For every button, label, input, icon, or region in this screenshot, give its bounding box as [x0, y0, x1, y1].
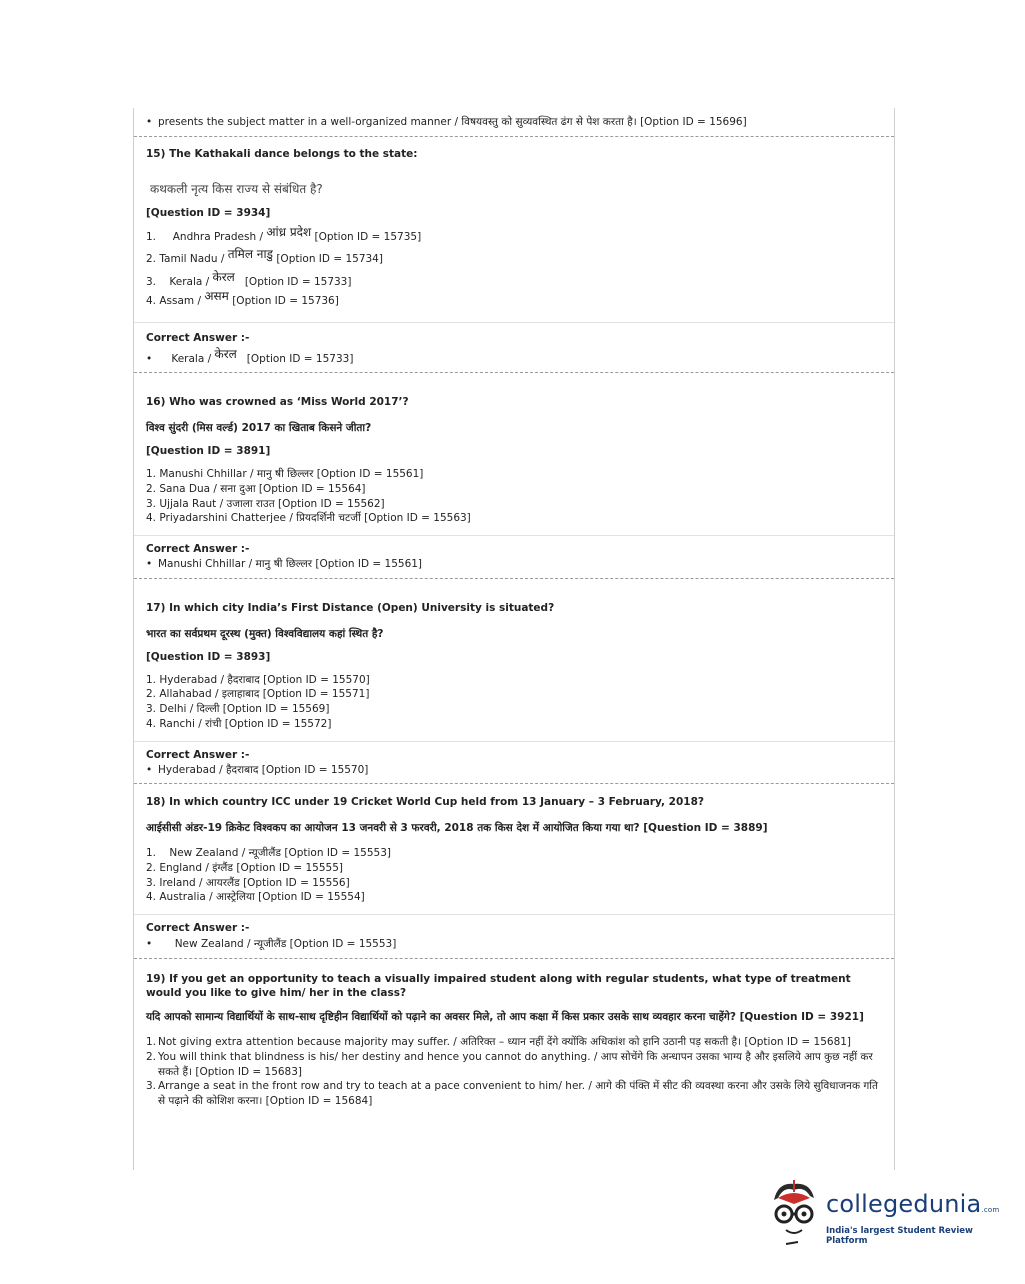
- correct-answer-label: Correct Answer :-: [146, 543, 250, 556]
- correct-answer-value: • Manushi Chhillar / मानु षी छिल्लर [Option ID = 15561]: [146, 558, 423, 571]
- divider: [134, 322, 894, 323]
- correct-answer-label: Correct Answer :-: [146, 748, 250, 761]
- question-hindi: आईसीसी अंडर-19 क्रिकेट विश्वकप का आयोजन 13 जनवरी से 3 फरवरी, 2018 तक किस देश में आयोजित किया गया था? [Question ID = 3889]: [146, 822, 768, 835]
- question-title: 19) If you get an opportunity to teach a visually impaired student along with regular students, what type of treatment would you like to give him/ her in the class?: [146, 972, 851, 1000]
- logo-wordmark: collegedunia.com: [826, 1190, 1000, 1218]
- correct-answer-17: [134, 749, 894, 778]
- question-hindi: भारत का सर्वप्रथम दूरस्थ (मुक्त) विश्वविद्यालय कहां स्थित है?: [146, 627, 384, 640]
- correct-answer-label: Correct Answer :-: [146, 331, 250, 344]
- option-row: 2. Tamil Nadu / तमिल नाडु [Option ID = 15734]: [146, 247, 383, 266]
- divider: [134, 914, 894, 915]
- question-title: 15) The Kathakali dance belongs to the state:: [146, 147, 418, 160]
- divider: [134, 958, 894, 959]
- option-row: 2. England / इंग्लैंड [Option ID = 15555]: [146, 861, 344, 874]
- question-hindi: कथकली नृत्य किस राज्य से संबंधित है?: [150, 181, 323, 196]
- option-row: 3. Ujjala Raut / उजाला राउत [Option ID = 15562]: [146, 497, 385, 510]
- divider: [134, 535, 894, 536]
- question-17: [134, 602, 894, 732]
- question-id: [Question ID = 3893]: [146, 650, 271, 663]
- divider: [134, 741, 894, 742]
- question-title: 16) Who was crowned as ‘Miss World 2017’?: [146, 396, 409, 409]
- correct-answer-16: [134, 543, 894, 572]
- option-row: 1. Not giving extra attention because majority may suffer. / अतिरिक्त – ध्यान नहीं देंगे क्योंकि अधिकांश को हानि उठानी पड़ सकती है। [Option ID = 15681]: [146, 1036, 852, 1049]
- divider: [134, 578, 894, 579]
- divider: [134, 136, 894, 137]
- option-row: 1. Hyderabad / हैदराबाद [Option ID = 15570]: [146, 673, 370, 686]
- option-row: 3. Kerala / केरल [Option ID = 15733]: [146, 270, 352, 289]
- option-row: 1. Manushi Chhillar / मानु षी छिल्लर [Option ID = 15561]: [146, 468, 424, 481]
- question-id: [Question ID = 3891]: [146, 445, 271, 458]
- previous-option: • presents the subject matter in a well-organized manner / विषयवस्तु को सुव्यवस्थित ढंग से पेश करता है। [Option ID = 15696]: [146, 116, 747, 128]
- question-title: 18) In which country ICC under 19 Cricket World Cup held from 13 January – 3 February, 2018?: [146, 796, 704, 809]
- question-id: [Question ID = 3934]: [146, 206, 271, 219]
- divider: [134, 372, 894, 373]
- option-row: 4. Assam / असम [Option ID = 15736]: [146, 288, 339, 307]
- correct-answer-18: [134, 922, 894, 952]
- correct-answer-label: Correct Answer :-: [146, 922, 250, 935]
- correct-answer-15: [134, 332, 894, 367]
- question-16: [134, 396, 894, 526]
- option-row: 2. You will think that blindness is his/ her destiny and hence you cannot do anything. / आप सोचेंगे कि अन्धापन उसका भाग्य है और इसलिये आप कुछ नहीं कर सकते हैं। [Option ID = 15683]: [146, 1050, 873, 1078]
- option-row: 3. Delhi / दिल्ली [Option ID = 15569]: [146, 703, 330, 716]
- option-row: 3. Arrange a seat in the front row and try to teach at a pace convenient to him/ her. / आगे की पंक्ति में सीट की व्यवस्था करना और उसके लिये सुविधाजनक गति से पढ़ाने की कोशिश करना। [Option ID = 15684]: [146, 1080, 878, 1107]
- exam-page: [133, 108, 895, 1170]
- option-row: 4. Australia / आस्ट्रेलिया [Option ID = 15554]: [146, 891, 365, 904]
- option-row: 2. Allahabad / इलाहाबाद [Option ID = 15571]: [146, 688, 370, 701]
- option-row: 3. Ireland / आयरलैंड [Option ID = 15556]: [146, 876, 350, 889]
- correct-answer-value: • New Zealand / न्यूजीलैंड [Option ID = 15553]: [146, 938, 397, 951]
- option-row: 2. Sana Dua / सना दुआ [Option ID = 15564]: [146, 482, 366, 495]
- correct-answer-value: • Kerala / केरल [Option ID = 15733]: [146, 346, 354, 365]
- question-hindi: यदि आपको सामान्य विद्यार्थियों के साथ-साथ दृष्टिहीन विद्यार्थियों को पढ़ाने का अवसर मिले, तो आप कक्षा में किस प्रकार उसके साथ व्यवहार करना चाहेंगे? [Question ID = 3921]: [146, 1011, 864, 1024]
- collegedunia-logo: [764, 1176, 1000, 1250]
- question-15: [134, 148, 894, 309]
- option-row: 1. Andhra Pradesh / आंध्र प्रदेश [Option ID = 15735]: [146, 224, 422, 243]
- option-row: 4. Priyadarshini Chatterjee / प्रियदर्शिनी चटर्जी [Option ID = 15563]: [146, 512, 471, 525]
- option-row: 4. Ranchi / रांची [Option ID = 15572]: [146, 717, 332, 730]
- question-hindi: विश्व सुंदरी (मिस वर्ल्ड) 2017 का खिताब किसने जीता?: [146, 422, 372, 435]
- correct-answer-value: • Hyderabad / हैदराबाद [Option ID = 15570]: [146, 763, 369, 776]
- divider: [134, 783, 894, 784]
- mascot-icon: [764, 1176, 824, 1250]
- question-19: [134, 972, 894, 1109]
- option-row: 1. New Zealand / न्यूजीलैंड [Option ID = 15553]: [146, 847, 391, 860]
- logo-tagline: India's largest Student Review Platform: [826, 1226, 973, 1246]
- question-title: 17) In which city India’s First Distance (Open) University is situated?: [146, 601, 555, 614]
- question-18: [134, 796, 894, 905]
